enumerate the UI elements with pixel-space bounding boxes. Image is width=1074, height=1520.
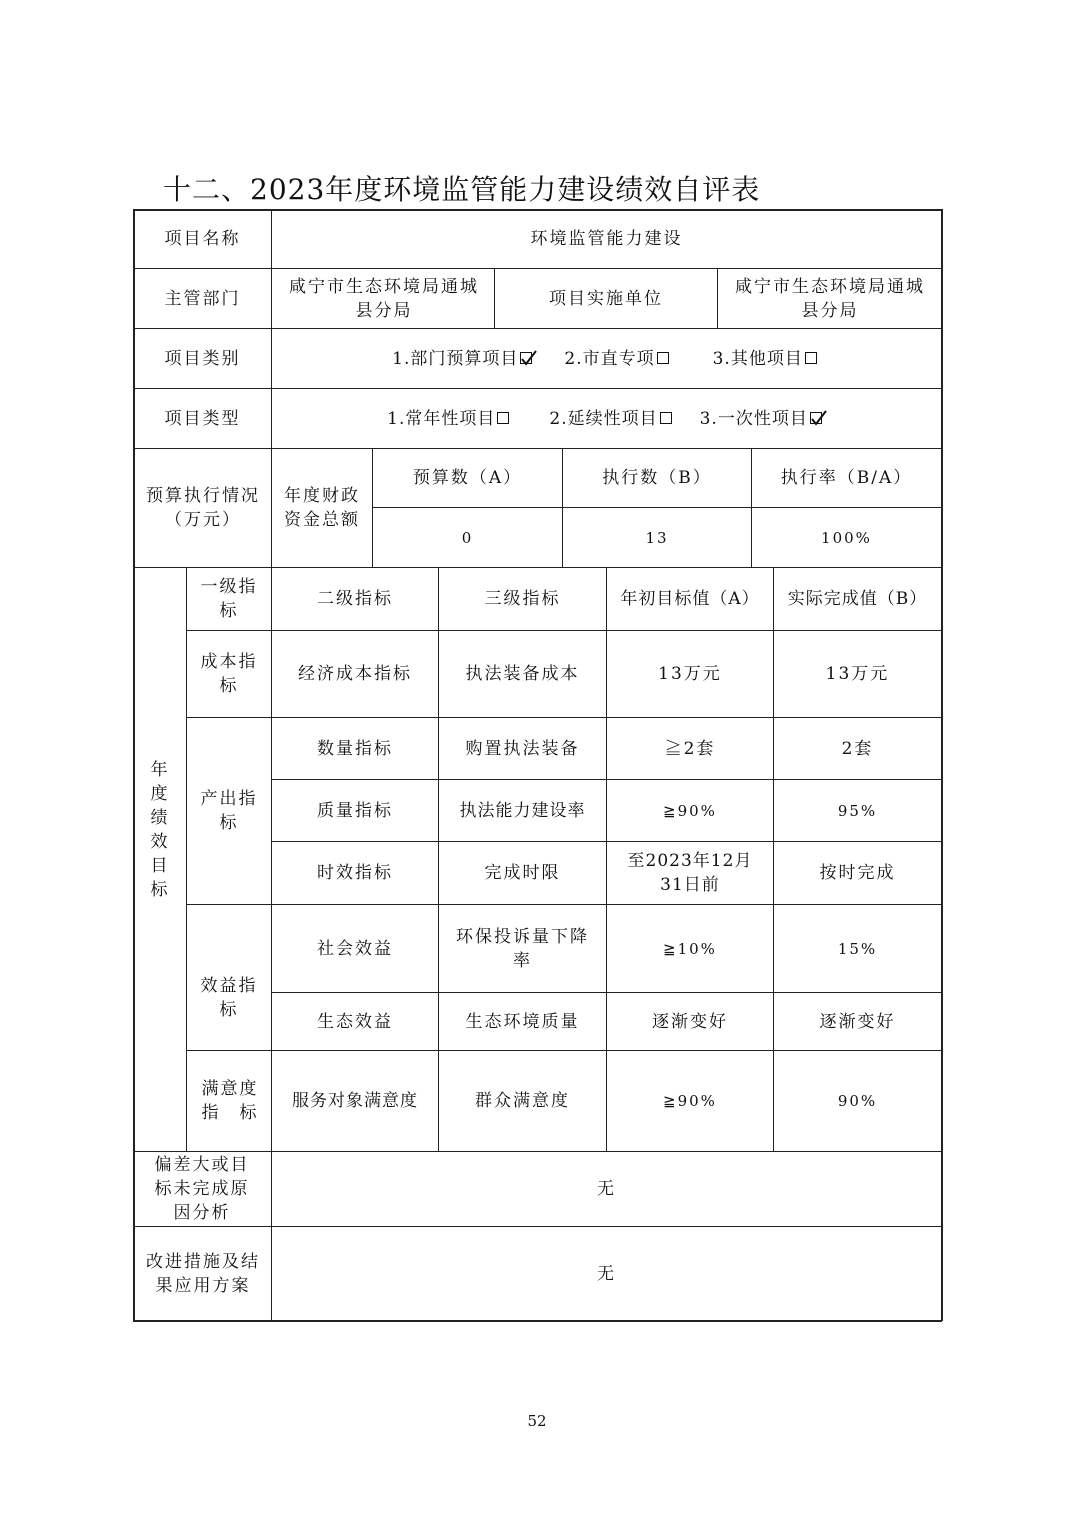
row-target: 逐渐变好 bbox=[652, 1011, 728, 1032]
row-target: ≧90% bbox=[663, 1092, 717, 1110]
department-value: 咸宁市生态环境局通城县分局 bbox=[289, 276, 479, 321]
side-char: 年 bbox=[150, 759, 170, 780]
checkbox-checked-icon bbox=[810, 410, 826, 426]
budget-col-a-header: 预算数（A） bbox=[412, 468, 523, 488]
annual-fund-total-label: 年度财政资金总额 bbox=[284, 486, 360, 530]
side-char: 度 bbox=[150, 783, 170, 804]
row-actual: 逐渐变好 bbox=[819, 1011, 896, 1032]
header-level2: 二级指标 bbox=[317, 589, 393, 609]
budget-rate-header: 执行率（B/A） bbox=[780, 468, 913, 488]
row-level2: 数量指标 bbox=[317, 738, 393, 759]
project-type-label: 项目类型 bbox=[164, 408, 241, 429]
implementing-unit-value: 咸宁市生态环境局通城县分局 bbox=[735, 276, 925, 321]
row-level3: 购置执法装备 bbox=[465, 738, 580, 759]
header-target: 年初目标值（A） bbox=[620, 589, 760, 609]
budget-value-a: 0 bbox=[461, 528, 474, 547]
group-output-label: 产出指标 bbox=[200, 789, 258, 833]
row-level2: 服务对象满意度 bbox=[292, 1091, 418, 1111]
category-option-3-label: 3.其他项目 bbox=[712, 348, 803, 369]
type-option-3 bbox=[700, 407, 826, 431]
page-number: 52 bbox=[527, 1412, 547, 1430]
budget-execution-label: 预算执行情况（万元） bbox=[146, 486, 260, 530]
type-option-1 bbox=[387, 407, 513, 431]
header-level1: 一级指标 bbox=[200, 577, 258, 621]
budget-col-b-header: 执行数（B） bbox=[602, 468, 712, 488]
category-option-1 bbox=[392, 347, 536, 371]
header-actual: 实际完成值（B） bbox=[787, 589, 928, 609]
col-divider bbox=[186, 567, 187, 1151]
checkbox-empty-icon bbox=[660, 410, 676, 426]
improvement-label: 改进措施及结果应用方案 bbox=[146, 1251, 260, 1296]
category-option-2 bbox=[564, 347, 672, 371]
row-actual: 按时完成 bbox=[819, 863, 896, 883]
type-option-3-label: 3.一次性项目 bbox=[699, 408, 808, 429]
side-char: 目 bbox=[150, 855, 170, 876]
row-target: ≧2套 bbox=[664, 738, 716, 759]
row-level3: 群众满意度 bbox=[475, 1091, 570, 1111]
row-level2: 时效指标 bbox=[317, 863, 393, 883]
project-name-value: 环境监管能力建设 bbox=[530, 229, 683, 249]
annual-goals-side-label bbox=[134, 568, 186, 1151]
project-category-label: 项目类别 bbox=[164, 348, 241, 369]
project-type-options bbox=[272, 389, 941, 448]
row-target: 至2023年12月31日前 bbox=[627, 851, 753, 895]
row-level3: 完成时限 bbox=[484, 863, 561, 883]
project-name-label: 项目名称 bbox=[164, 229, 241, 249]
row-target: ≧10% bbox=[663, 939, 717, 958]
row-level2: 生态效益 bbox=[317, 1011, 393, 1032]
row-level2: 社会效益 bbox=[317, 938, 393, 959]
checkbox-empty-icon bbox=[657, 350, 673, 366]
group-cost-label: 成本指标 bbox=[200, 652, 258, 696]
deviation-value: 无 bbox=[597, 1179, 616, 1199]
row-target: 13万元 bbox=[658, 664, 722, 684]
group-benefit-label: 效益指标 bbox=[200, 975, 258, 1020]
side-char: 标 bbox=[150, 879, 170, 900]
row-target: ≧90% bbox=[663, 801, 717, 820]
table-border-right bbox=[941, 209, 943, 1321]
type-option-2 bbox=[549, 407, 675, 431]
implementing-unit-label: 项目实施单位 bbox=[549, 288, 663, 309]
row-level2: 质量指标 bbox=[317, 800, 393, 821]
type-option-1-label: 1.常年性项目 bbox=[387, 408, 496, 429]
improvement-value: 无 bbox=[597, 1263, 616, 1284]
budget-value-rate: 100% bbox=[821, 528, 872, 547]
row-actual: 2套 bbox=[841, 738, 874, 759]
row-level3: 环保投诉量下降率 bbox=[456, 926, 589, 971]
row-level3: 生态环境质量 bbox=[465, 1011, 580, 1032]
type-option-2-label: 2.延续性项目 bbox=[549, 408, 658, 429]
project-category-options bbox=[272, 329, 941, 388]
checkbox-empty-icon bbox=[805, 350, 821, 366]
header-level3: 三级指标 bbox=[484, 589, 561, 609]
budget-value-b: 13 bbox=[645, 528, 669, 547]
category-option-3 bbox=[713, 347, 821, 371]
row-actual: 15% bbox=[837, 939, 878, 958]
row-level3: 执法装备成本 bbox=[465, 664, 580, 684]
col-divider bbox=[717, 268, 718, 328]
row-level3: 执法能力建设率 bbox=[459, 800, 586, 821]
category-option-2-label: 2.市直专项 bbox=[564, 348, 655, 369]
deviation-label: 偏差大或目标未完成原因分析 bbox=[154, 1155, 250, 1223]
checkbox-empty-icon bbox=[497, 410, 513, 426]
side-char: 效 bbox=[150, 831, 170, 852]
side-char: 绩 bbox=[150, 807, 170, 828]
table-border-bottom bbox=[133, 1320, 942, 1322]
category-option-1-label: 1.部门预算项目 bbox=[392, 348, 519, 369]
department-label: 主管部门 bbox=[164, 288, 241, 309]
page-title: 十二、2023年度环境监管能力建设绩效自评表 bbox=[163, 173, 761, 206]
row-level2: 经济成本指标 bbox=[298, 664, 412, 684]
row-actual: 95% bbox=[837, 801, 878, 820]
row-actual: 90% bbox=[837, 1092, 878, 1110]
checkbox-checked-icon bbox=[520, 350, 536, 366]
group-satisfaction-label: 满意度指 标 bbox=[201, 1079, 259, 1123]
row-actual: 13万元 bbox=[825, 664, 890, 684]
